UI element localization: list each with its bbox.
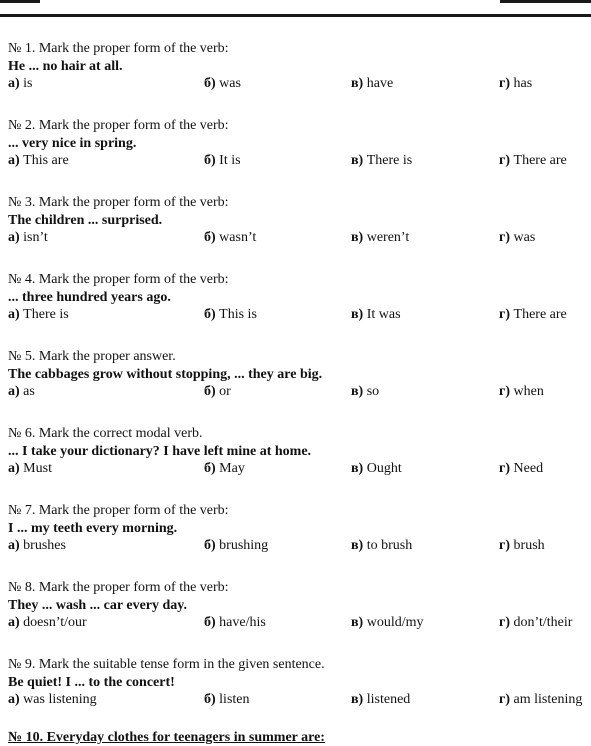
option-letter: б)	[204, 76, 216, 91]
option-text: has	[513, 76, 533, 91]
question-instruction-line	[8, 40, 591, 58]
answer-option[interactable]	[8, 537, 66, 554]
answer-option[interactable]	[8, 229, 48, 246]
question-number: № 4.	[8, 272, 36, 287]
question-instruction: Mark the proper form of the verb:	[38, 195, 229, 210]
option-letter: б)	[204, 384, 216, 399]
option-letter: в)	[351, 153, 364, 168]
question-instruction: Mark the proper form of the verb:	[38, 580, 229, 595]
question-sentence: The children ... surprised.	[8, 213, 163, 228]
option-letter: в)	[351, 538, 364, 553]
option-letter: г)	[499, 230, 511, 245]
option-letter: а)	[8, 230, 20, 245]
option-letter: г)	[499, 384, 511, 399]
answer-option[interactable]	[204, 691, 250, 708]
option-letter: г)	[499, 461, 511, 476]
option-text: There is	[23, 307, 69, 322]
option-text: There is	[366, 153, 413, 168]
question-9	[8, 656, 591, 708]
question-instruction: Mark the suitable tense form in the given sentence.	[38, 657, 325, 672]
option-letter: б)	[204, 307, 216, 322]
answer-option[interactable]	[351, 152, 412, 169]
answer-option[interactable]	[204, 75, 241, 92]
answer-option[interactable]	[204, 537, 268, 554]
option-letter: а)	[8, 461, 20, 476]
question-instruction: Mark the proper form of the verb:	[38, 503, 229, 518]
option-letter: б)	[204, 615, 216, 630]
answer-options	[8, 537, 591, 554]
answer-option[interactable]	[204, 152, 241, 169]
option-text: brushes	[23, 538, 66, 553]
question-sentence: ... very nice in spring.	[8, 136, 137, 151]
question-number: № 2.	[8, 118, 36, 133]
answer-option[interactable]	[351, 75, 393, 92]
answer-options	[8, 229, 591, 246]
question-number: № 7.	[8, 503, 36, 518]
answer-option[interactable]	[204, 229, 256, 246]
option-letter: в)	[351, 230, 364, 245]
option-letter: в)	[351, 461, 364, 476]
answer-option[interactable]	[499, 537, 545, 554]
answer-options	[8, 152, 591, 169]
option-text: There are	[513, 307, 567, 322]
option-text: as	[23, 384, 35, 399]
option-letter: г)	[499, 153, 511, 168]
option-text: is	[23, 76, 33, 91]
option-text: listen	[219, 692, 250, 707]
answer-option[interactable]	[204, 460, 245, 477]
answer-options	[8, 614, 591, 631]
answer-option[interactable]	[499, 614, 572, 631]
answer-option[interactable]	[8, 691, 97, 708]
question-sentence: ... three hundred years ago.	[8, 290, 171, 305]
answer-option[interactable]	[351, 460, 402, 477]
option-text: so	[366, 384, 380, 399]
answer-option[interactable]	[499, 691, 582, 708]
option-text: have	[366, 76, 394, 91]
answer-option[interactable]	[204, 383, 231, 400]
question-10	[8, 730, 325, 746]
answer-option[interactable]	[8, 152, 69, 169]
answer-option[interactable]	[8, 306, 69, 323]
option-text: doesn’t/our	[23, 615, 87, 630]
question-sentence: The cabbages grow without stopping, ... they are big.	[8, 367, 323, 382]
answer-option[interactable]	[499, 460, 543, 477]
option-text: don’t/their	[513, 615, 573, 630]
option-letter: б)	[204, 692, 216, 707]
answer-option[interactable]	[8, 383, 35, 400]
question-2	[8, 117, 591, 169]
question-number: № 10.	[8, 730, 44, 745]
option-text: have/his	[219, 615, 266, 630]
option-letter: а)	[8, 615, 20, 630]
question-sentence: He ... no hair at all.	[8, 59, 123, 74]
option-letter: а)	[8, 76, 20, 91]
option-text: am listening	[513, 692, 583, 707]
question-instruction: Mark the correct modal verb.	[38, 426, 203, 441]
question-instruction-line	[8, 656, 591, 674]
question-number: № 9.	[8, 657, 36, 672]
answer-options	[8, 75, 591, 92]
option-text: Must	[23, 461, 52, 476]
answer-option[interactable]	[351, 306, 401, 323]
option-text: This is	[219, 307, 257, 322]
option-letter: б)	[204, 230, 216, 245]
option-letter: в)	[351, 307, 364, 322]
question-6	[8, 425, 591, 477]
option-text: Need	[513, 461, 544, 476]
top-edge-fragment-right	[500, 0, 591, 3]
option-letter: в)	[351, 76, 364, 91]
question-instruction: Mark the proper form of the verb:	[38, 41, 229, 56]
answer-option[interactable]	[499, 229, 535, 246]
top-edge-fragment-left	[0, 0, 40, 3]
option-text: This are	[23, 153, 69, 168]
question-text: Everyday clothes for teenagers in summer are:	[46, 730, 325, 745]
answer-options	[8, 306, 591, 323]
option-text: or	[219, 384, 231, 399]
option-text: was listening	[23, 692, 97, 707]
answer-option[interactable]	[351, 229, 409, 246]
option-letter: в)	[351, 384, 364, 399]
question-instruction: Mark the proper form of the verb:	[38, 118, 229, 133]
option-text: was	[513, 230, 536, 245]
option-letter: г)	[499, 692, 511, 707]
question-number: № 3.	[8, 195, 36, 210]
question-sentence: They ... wash ... car every day.	[8, 598, 188, 613]
question-instruction: Mark the proper form of the verb:	[38, 272, 229, 287]
answer-option[interactable]	[204, 306, 257, 323]
option-text: It is	[219, 153, 241, 168]
answer-option[interactable]	[351, 537, 412, 554]
answer-option[interactable]	[8, 75, 33, 92]
answer-options	[8, 383, 591, 400]
question-instruction-line	[8, 117, 591, 135]
answer-option[interactable]	[499, 306, 567, 323]
question-5	[8, 348, 591, 400]
question-number: № 6.	[8, 426, 36, 441]
option-letter: в)	[351, 615, 364, 630]
question-sentence: I ... my teeth every morning.	[8, 521, 178, 536]
answer-options	[8, 691, 591, 708]
option-text: brush	[513, 538, 545, 553]
option-letter: а)	[8, 692, 20, 707]
option-text: isn’t	[23, 230, 48, 245]
answer-option[interactable]	[351, 383, 379, 400]
answer-option[interactable]	[351, 691, 410, 708]
question-instruction-line	[8, 271, 591, 289]
question-number: № 5.	[8, 349, 36, 364]
question-8	[8, 579, 591, 631]
option-letter: г)	[499, 76, 511, 91]
question-number: № 8.	[8, 580, 36, 595]
option-text: when	[513, 384, 544, 399]
answer-option[interactable]	[204, 614, 266, 631]
option-letter: г)	[499, 307, 511, 322]
header-rule	[0, 14, 591, 17]
option-text: weren’t	[366, 230, 410, 245]
option-letter: а)	[8, 538, 20, 553]
question-instruction-line	[8, 579, 591, 597]
answer-option[interactable]	[351, 614, 424, 631]
answer-options	[8, 460, 591, 477]
answer-option[interactable]	[8, 460, 52, 477]
question-number: № 1.	[8, 41, 36, 56]
option-text: It was	[366, 307, 401, 322]
option-text: listened	[366, 692, 411, 707]
option-letter: в)	[351, 692, 364, 707]
option-letter: г)	[499, 538, 511, 553]
option-text: wasn’t	[219, 230, 257, 245]
option-letter: г)	[499, 615, 511, 630]
question-instruction-line	[8, 194, 591, 212]
question-4	[8, 271, 591, 323]
question-sentence: Be quiet! I ... to the concert!	[8, 675, 175, 690]
option-text: Ought	[366, 461, 402, 476]
option-text: May	[219, 461, 245, 476]
answer-option[interactable]	[499, 383, 544, 400]
question-instruction-line	[8, 502, 591, 520]
option-letter: б)	[204, 153, 216, 168]
option-text: was	[219, 76, 241, 91]
question-7	[8, 502, 591, 554]
option-letter: б)	[204, 461, 216, 476]
question-sentence: ... I take your dictionary? I have left mine at home.	[8, 444, 312, 459]
option-text: brushing	[219, 538, 269, 553]
answer-option[interactable]	[8, 614, 87, 631]
question-1	[8, 40, 591, 92]
option-text: There are	[513, 153, 567, 168]
answer-option[interactable]	[499, 152, 567, 169]
option-letter: б)	[204, 538, 216, 553]
option-text: to brush	[366, 538, 413, 553]
option-letter: а)	[8, 153, 20, 168]
answer-option[interactable]	[499, 75, 532, 92]
option-letter: а)	[8, 307, 20, 322]
option-letter: а)	[8, 384, 20, 399]
question-3	[8, 194, 591, 246]
option-text: would/my	[366, 615, 424, 630]
question-instruction-line	[8, 425, 591, 443]
question-instruction-line	[8, 348, 591, 366]
question-instruction: Mark the proper answer.	[38, 349, 176, 364]
